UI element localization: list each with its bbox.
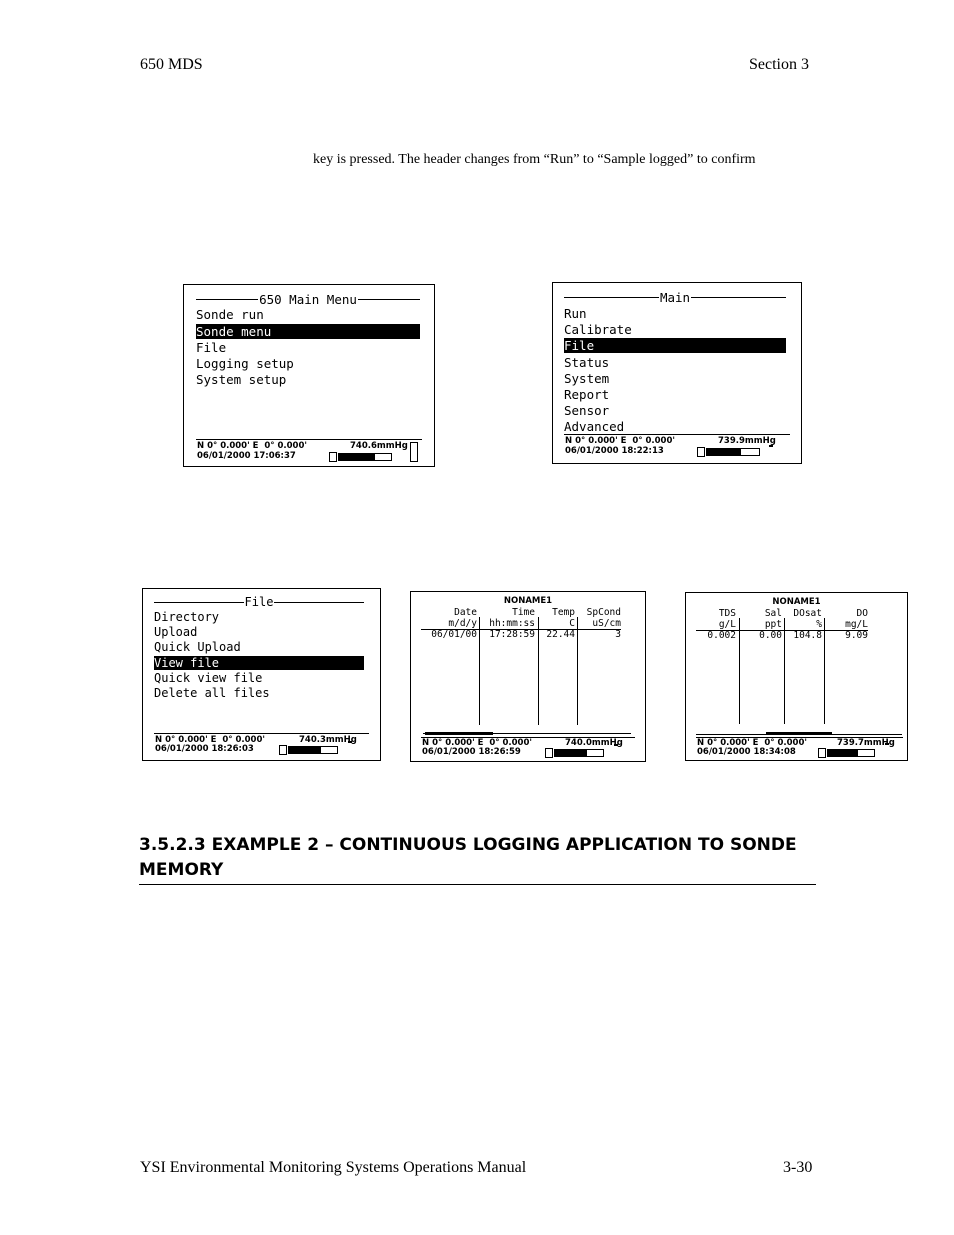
screen-view-file-1 (410, 591, 646, 762)
col-unit-dosat: % (816, 619, 822, 630)
battery-icon (697, 447, 705, 457)
status-divider (154, 733, 369, 734)
col-header-temp: Temp (552, 607, 575, 618)
col-header-sal: Sal (764, 608, 782, 619)
col-divider (577, 617, 578, 725)
section-heading-line2: MEMORY (139, 860, 224, 880)
screen-title-bar (196, 292, 420, 307)
col-unit-spcond: uS/cm (592, 618, 621, 629)
cell-dosat: 104.8 (793, 630, 822, 641)
sonde-tag-icon (348, 741, 352, 743)
screen-title: File (244, 595, 274, 609)
cell-do: 9.09 (845, 630, 868, 641)
gps-readout: N 0° 0.000' E 0° 0.000' (155, 735, 265, 745)
screen-view-file-2 (685, 592, 908, 761)
battery-icon (329, 452, 337, 462)
menu-item-status[interactable]: Status (564, 355, 610, 370)
col-header-dosat: DOsat (793, 608, 822, 619)
menu-item-delete-all-files[interactable]: Delete all files (154, 686, 270, 700)
battery-gauge (554, 749, 604, 757)
menu-item-upload[interactable]: Upload (154, 625, 198, 639)
col-unit-do: mg/L (845, 619, 868, 630)
menu-item-view-file[interactable]: View file (154, 656, 364, 670)
gps-readout: N 0° 0.000' E 0° 0.000' (565, 436, 675, 446)
status-divider (564, 434, 790, 435)
datetime-readout: 06/01/2000 18:26:03 (155, 744, 254, 754)
menu-item-quick-view-file[interactable]: Quick view file (154, 671, 263, 685)
intro-text: key is pressed. The header changes from “Run” to “Sample logged” to confirm (313, 152, 756, 167)
menu-item-file[interactable]: File (564, 338, 786, 353)
pressure-readout: 740.6mmHg (350, 441, 408, 451)
file-name-title: NONAME1 (503, 596, 553, 606)
col-header-date: Date (454, 607, 477, 618)
sonde-tag-icon (614, 744, 618, 746)
col-unit-temp: C (569, 618, 575, 629)
menu-item-quick-upload[interactable]: Quick Upload (154, 640, 241, 654)
menu-item-sonde-run[interactable]: Sonde run (196, 307, 264, 322)
screen-650-main-menu (183, 284, 435, 467)
file-name-title: NONAME1 (772, 597, 821, 607)
menu-item-system-setup[interactable]: System setup (196, 372, 287, 387)
menu-item-system[interactable]: System (564, 371, 610, 386)
battery-gauge (706, 448, 760, 456)
gps-readout: N 0° 0.000' E 0° 0.000' (197, 441, 307, 451)
menu-item-file[interactable]: File (196, 340, 227, 355)
col-unit-sal: ppt (764, 619, 782, 630)
cell-tds: 0.002 (707, 630, 736, 641)
menu-item-calibrate[interactable]: Calibrate (564, 322, 632, 337)
cell-sal: 0.00 (759, 630, 782, 641)
col-header-time: Time (512, 607, 535, 618)
menu-item-sensor[interactable]: Sensor (564, 403, 610, 418)
page-header-right: Section 3 (749, 56, 809, 73)
menu-item-run[interactable]: Run (564, 306, 587, 321)
datetime-readout: 06/01/2000 17:06:37 (197, 451, 296, 461)
sonde-tag-icon (885, 743, 889, 745)
col-unit-time: hh:mm:ss (489, 618, 535, 629)
datetime-readout: 06/01/2000 18:22:13 (565, 446, 664, 456)
sonde-tag-icon (769, 445, 773, 447)
menu-item-logging-setup[interactable]: Logging setup (196, 356, 294, 371)
page-number: 3-30 (783, 1159, 813, 1176)
menu-item-advanced[interactable]: Advanced (564, 419, 625, 434)
pressure-readout: 739.7mmHg (837, 738, 895, 748)
heading-underline (139, 884, 816, 885)
pressure-readout: 739.9mmHg (718, 436, 776, 446)
status-divider (196, 439, 422, 440)
screen-title: 650 Main Menu (259, 292, 357, 307)
battery-icon (279, 745, 287, 755)
gps-readout: N 0° 0.000' E 0° 0.000' (697, 738, 807, 748)
col-header-tds: TDS (718, 608, 736, 619)
battery-icon (545, 748, 553, 758)
screen-file (142, 588, 381, 761)
screen-main (552, 282, 802, 464)
scrollbar-thumb[interactable] (766, 732, 832, 735)
col-unit-tds: g/L (718, 619, 736, 630)
menu-item-directory[interactable]: Directory (154, 610, 220, 624)
page-header-left: 650 MDS (140, 56, 203, 73)
menu-item-report[interactable]: Report (564, 387, 610, 402)
pressure-readout: 740.0mmHg (565, 738, 623, 748)
pressure-readout: 740.3mmHg (299, 735, 357, 745)
datetime-readout: 06/01/2000 18:26:59 (422, 747, 521, 757)
col-header-spcond: SpCond (586, 607, 621, 618)
screen-title-bar (154, 595, 364, 609)
menu-item-sonde-menu[interactable]: Sonde menu (196, 324, 420, 339)
screen-title: Main (659, 290, 691, 305)
screen-title-bar (564, 290, 786, 305)
page-footer-left: YSI Environmental Monitoring Systems Operations Manual (140, 1159, 527, 1176)
cell-time: 17:28:59 (489, 629, 535, 640)
cell-date: 06/01/00 (431, 629, 477, 640)
gps-readout: N 0° 0.000' E 0° 0.000' (422, 738, 532, 748)
cell-temp: 22.44 (546, 629, 575, 640)
battery-gauge (827, 749, 875, 757)
col-header-do: DO (856, 608, 868, 619)
battery-gauge (288, 746, 338, 754)
col-unit-date: m/d/y (448, 618, 477, 629)
sonde-icon (410, 442, 418, 462)
scrollbar-thumb[interactable] (425, 732, 493, 735)
datetime-readout: 06/01/2000 18:34:08 (697, 747, 796, 757)
section-heading (139, 833, 797, 883)
cell-spcond: 3 (615, 629, 621, 640)
battery-gauge (338, 453, 392, 461)
battery-icon (818, 748, 826, 758)
section-heading-line1: 3.5.2.3 EXAMPLE 2 – CONTINUOUS LOGGING APPLICATION TO SONDE (139, 835, 797, 855)
